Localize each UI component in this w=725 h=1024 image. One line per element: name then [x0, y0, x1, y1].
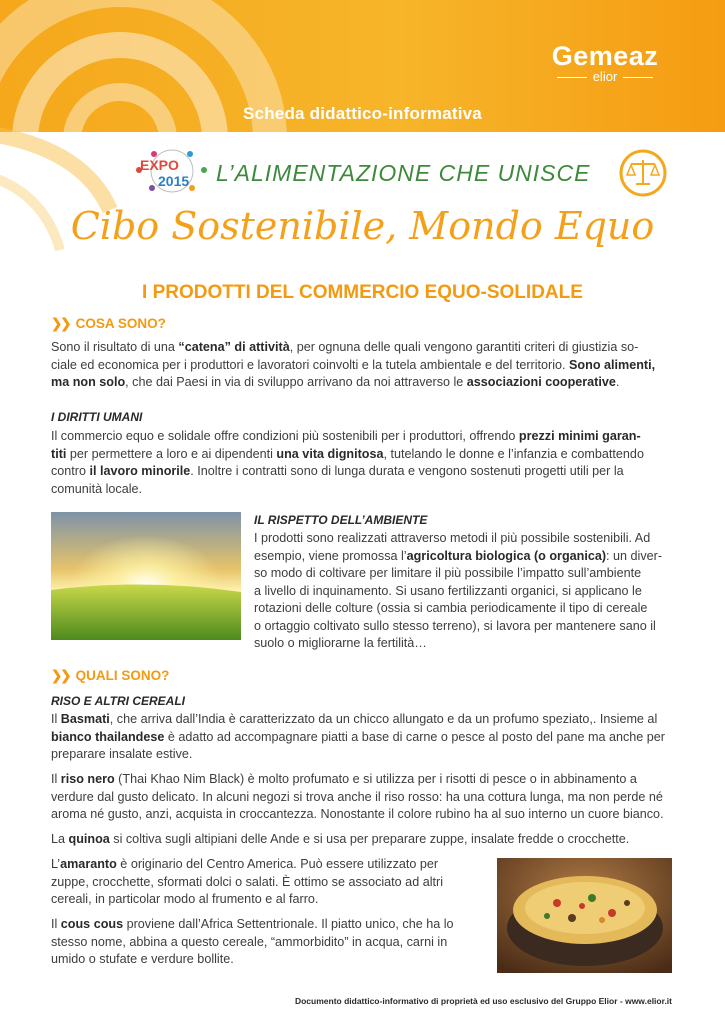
- expo-text-top: EXPO: [140, 157, 179, 173]
- header-band: [0, 0, 725, 132]
- cous-cous-bowl-photo: [497, 858, 672, 973]
- sunset-field-photo: [51, 512, 241, 640]
- riso-heading: RISO E ALTRI CEREALI: [51, 694, 186, 708]
- chevron-double-right-icon: ❯❯: [51, 668, 70, 683]
- section-title: I PRODOTTI DEL COMMERCIO EQUO-SOLIDALE: [142, 282, 583, 303]
- amaranto-paragraph: L’amaranto è originario del Centro America. Può essere utilizzato per zuppe, crocchette, sformati dolci o salati. È ottimo se associato ad altri cereali, in particolar modo al frumento e al farro.: [51, 857, 443, 906]
- quali-sono-label: QUALI SONO?: [75, 668, 170, 683]
- diritti-paragraph: Il commercio equo e solidale offre condizioni più sostenibili per i produttori, offrendo prezzi minimi garan- titi per permettere a loro e ai dipendenti una vita dignitosa, tutelando le donne e l’infanzia e combattendo contro il lavoro minorile. Inoltre i contratti sono di lunga durata e vengono sostenuti progetti utili per la comunità locale.: [51, 429, 644, 496]
- quinoa-paragraph: La quinoa si coltiva sugli altipiani delle Ande e si usa per preparare zuppe, insalate fredde o crocchette.: [51, 832, 630, 846]
- brand-logo: [535, 42, 675, 84]
- cosa-sono-heading: [51, 316, 166, 332]
- ambiente-heading: IL RISPETTO DELL’AMBIENTE: [254, 513, 428, 527]
- quali-sono-heading: [51, 668, 169, 684]
- cous-cous-paragraph: Il cous cous proviene dall’Africa Settentrionale. Il piatto unico, che ha lo stesso nome, abbina a questo cereale, “ammorbidito” in acqua, carni in umido o stufate e verdure bollite.: [51, 917, 454, 966]
- diritti-heading: I DIRITTI UMANI: [51, 410, 143, 424]
- script-title: Cibo Sostenibile, Mondo Equo: [70, 204, 655, 248]
- cosa-sono-label: COSA SONO?: [75, 316, 166, 331]
- brand-name: Gemeaz: [551, 41, 659, 71]
- expo-2015-logo: [134, 148, 210, 194]
- expo-text-bottom: 2015: [158, 173, 190, 189]
- footer-note: Documento didattico-informativo di proprietà ed uso esclusivo del Gruppo Elior - www.elior.it: [294, 996, 672, 1006]
- theme-title: L’ALIMENTAZIONE CHE UNISCE: [216, 160, 591, 186]
- brand-sub: elior: [535, 70, 675, 84]
- cosa-sono-paragraph: Sono il risultato di una “catena” di attività, per ognuna delle quali vengono garantiti criteri di giustizia so- ciale ed economica per i produttori e lavoratori coinvolti e la tutela ambientale e del territorio. Sono alimenti, ma non solo, che dai Paesi in via di sviluppo arrivano da noi attraverso le associazioni cooperative.: [51, 340, 656, 389]
- chevron-double-right-icon: ❯❯: [51, 316, 70, 331]
- band-title: Scheda didattico-informativa: [243, 104, 482, 123]
- ambiente-paragraph: I prodotti sono realizzati attraverso metodi il più possibile sostenibili. Ad esempio, viene promossa l’agricoltura biologica (o organica): un diver- so modo di coltivare per limitare il più possibile l’impatto sull’ambiente a livello di inquinamento. Si usano fertilizzanti organici, si applicano le rotazioni delle colture (ossia si cambia periodicamente il tipo di cereale o ortaggio coltivato sullo stesso terreno), si lavora per mantenere sano il suolo o migliorarne la fertilità…: [254, 531, 663, 650]
- scales-of-justice-icon: [618, 148, 668, 198]
- riso-nero-paragraph: Il riso nero (Thai Khao Nim Black) è molto profumato e si utilizza per i risotti di pesce o in abbinamento a verdure dal gusto delicato. In alcuni negozi si trova anche il riso rosso: ha una cottura lunga, ma non perde né aroma né gusto, anzi, acquista in croccantezza. Nonostante il colore rubino ha al suo interno un cuore bianco.: [51, 772, 664, 821]
- basmati-paragraph: Il Basmati, che arriva dall’India è caratterizzato da un chicco allungato e da un profumo speziato,. Insieme al bianco thailandese è adatto ad accompagnare piatti a base di carne o pesce al posto del pane ma anche per preparare insalate estive.: [51, 712, 665, 761]
